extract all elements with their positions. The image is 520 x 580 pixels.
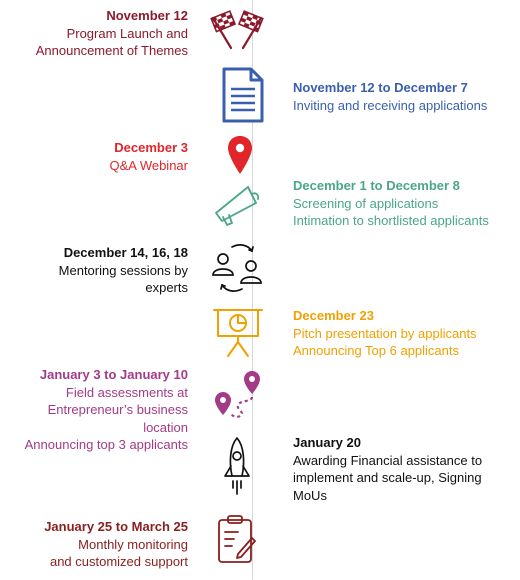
entry-text: Q&A Webinar — [109, 157, 188, 173]
timeline-entry-monitoring — [44, 518, 188, 571]
entry-text: and customized support — [49, 554, 188, 569]
presentation-board-icon — [212, 306, 264, 358]
entry-text: location — [143, 419, 188, 435]
route-map-icon — [212, 370, 264, 420]
entry-date: January 25 to March 25 — [44, 519, 188, 534]
rocket-icon — [222, 436, 252, 498]
entry-date: December 23 — [293, 308, 374, 323]
timeline-entry-applications — [293, 79, 487, 114]
location-pin-icon — [227, 135, 253, 175]
entry-date: December 14, 16, 18 — [63, 245, 188, 260]
entry-text: Announcing top 3 applicants — [24, 437, 188, 452]
entry-text: Intimation to shortlisted applicants — [293, 213, 489, 228]
clipboard-icon — [216, 514, 256, 564]
timeline-entry-program-launch — [36, 7, 188, 60]
entry-text: Entrepreneur’s business — [47, 402, 188, 417]
entry-text: Mentoring sessions by — [58, 262, 188, 278]
entry-text: Awarding Financial assistance to — [293, 452, 483, 468]
entry-date: December 3 — [114, 140, 188, 155]
entry-text: Announcement of Themes — [35, 43, 188, 58]
timeline-entry-pitch — [293, 307, 477, 360]
timeline-entry-field-assessment — [25, 366, 188, 454]
document-icon — [221, 67, 265, 123]
entry-date: January 3 to January 10 — [39, 367, 188, 382]
entry-text: experts — [145, 280, 188, 295]
mentoring-people-icon — [208, 241, 266, 293]
entry-date: November 12 to December 7 — [293, 80, 468, 95]
entry-text: Field assessments at — [65, 384, 188, 400]
entry-text: Inviting and receiving applications — [293, 97, 488, 113]
entry-text: Announcing Top 6 applicants — [293, 343, 459, 358]
entry-date: January 20 — [293, 435, 361, 450]
entry-text: implement and scale-up, Signing — [293, 470, 482, 485]
timeline-entry-mentoring — [59, 244, 188, 297]
entry-text: MoUs — [293, 487, 327, 503]
entry-date: November 12 — [106, 8, 188, 23]
entry-text: Screening of applications — [293, 195, 439, 211]
timeline-entry-screening — [293, 177, 489, 230]
timeline-entry-webinar — [109, 139, 188, 174]
entry-text: Monthly monitoring — [78, 536, 188, 552]
entry-text: Program Launch and — [66, 25, 188, 41]
checkered-flags-icon — [209, 8, 265, 50]
entry-text: Pitch presentation by applicants — [293, 325, 477, 341]
timeline-entry-awarding — [293, 434, 482, 504]
entry-date: December 1 to December 8 — [293, 178, 460, 193]
megaphone-icon — [212, 181, 268, 227]
